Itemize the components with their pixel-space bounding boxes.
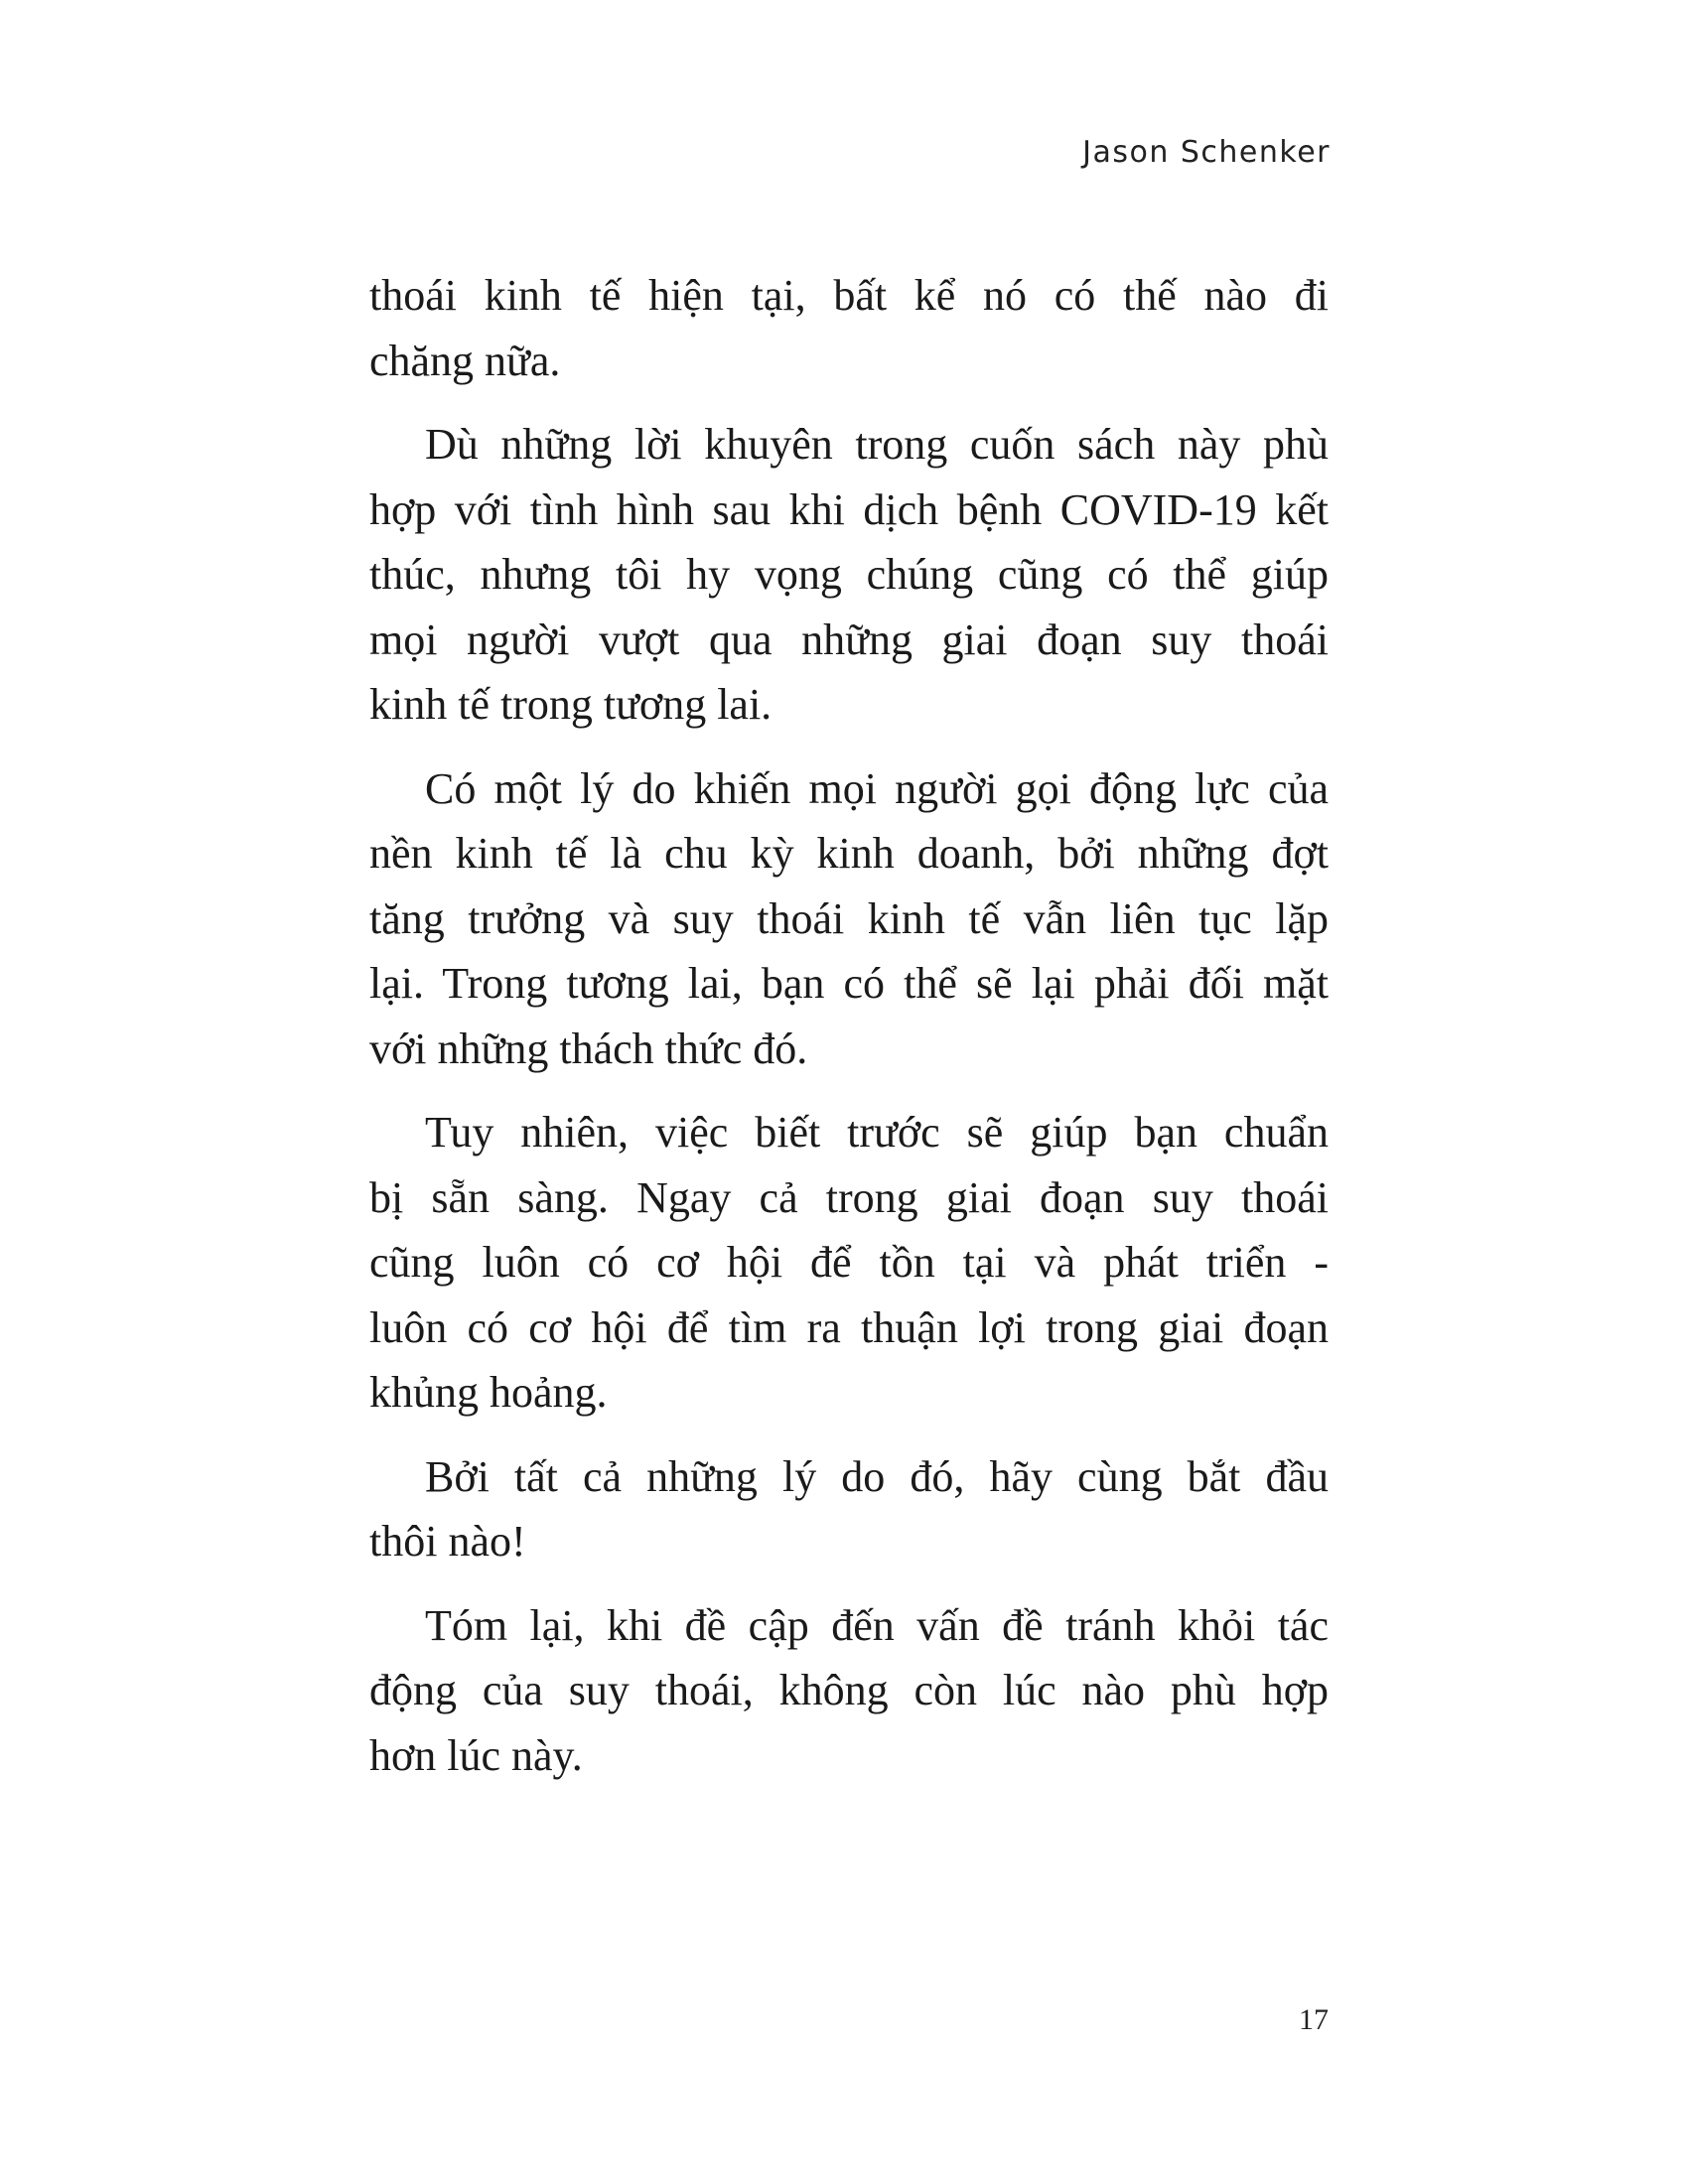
text-line: động của suy thoái, không còn lúc nào phù hợp: [369, 1666, 1329, 1714]
paragraph: [369, 1100, 1329, 1426]
text-line: mọi người vượt qua những giai đoạn suy thoái: [369, 614, 1329, 664]
text-line: luôn có cơ hội để tìm ra thuận lợi trong giai đoạn: [369, 1302, 1329, 1352]
text-line: Bởi tất cả những lý do đó, hãy cùng bắt đầu: [425, 1451, 1329, 1501]
text-line: bị sẵn sàng. Ngay cả trong giai đoạn suy thoái: [369, 1172, 1329, 1222]
running-head-author: Jason Schenker: [1082, 135, 1331, 170]
paragraph: [369, 756, 1329, 1082]
text-line: tăng trưởng và suy thoái kinh tế vẫn liên tục lặp: [369, 893, 1329, 943]
text-line: kinh tế trong tương lai.: [369, 680, 773, 729]
text-line: Tóm lại, khi đề cập đến vấn đề tránh khỏi tác: [425, 1600, 1329, 1650]
text-line: hợp với tình hình sau khi dịch bệnh COVID-19 kết: [369, 484, 1329, 534]
paragraph: [369, 1444, 1329, 1574]
text-line: cũng luôn có cơ hội để tồn tại và phát triển -: [369, 1238, 1329, 1287]
text-line: Có một lý do khiến mọi người gọi động lực của: [425, 763, 1329, 813]
page-number: 17: [1299, 2003, 1329, 2036]
text-line: hơn lúc này.: [369, 1730, 583, 1780]
text-line: chăng nữa.: [369, 336, 561, 385]
text-line: lại. Trong tương lai, bạn có thể sẽ lại phải đối mặt: [369, 959, 1329, 1008]
text-line: với những thách thức đó.: [369, 1024, 808, 1073]
text-line: thúc, nhưng tôi hy vọng chúng cũng có thể giúp: [369, 550, 1329, 599]
text-line: thôi nào!: [369, 1517, 526, 1566]
text-line: nền kinh tế là chu kỳ kinh doanh, bởi những đợt: [369, 829, 1329, 878]
text-line: Tuy nhiên, việc biết trước sẽ giúp bạn chuẩn: [425, 1108, 1329, 1157]
text-line: khủng hoảng.: [369, 1368, 608, 1417]
text-line: Dù những lời khuyên trong cuốn sách này phù: [425, 420, 1329, 469]
text-line: thoái kinh tế hiện tại, bất kể nó có thế nào đi: [369, 271, 1329, 320]
paragraph: [369, 1593, 1329, 1789]
paragraph: [369, 263, 1329, 393]
body-text: [369, 263, 1329, 1807]
paragraph: [369, 412, 1329, 738]
